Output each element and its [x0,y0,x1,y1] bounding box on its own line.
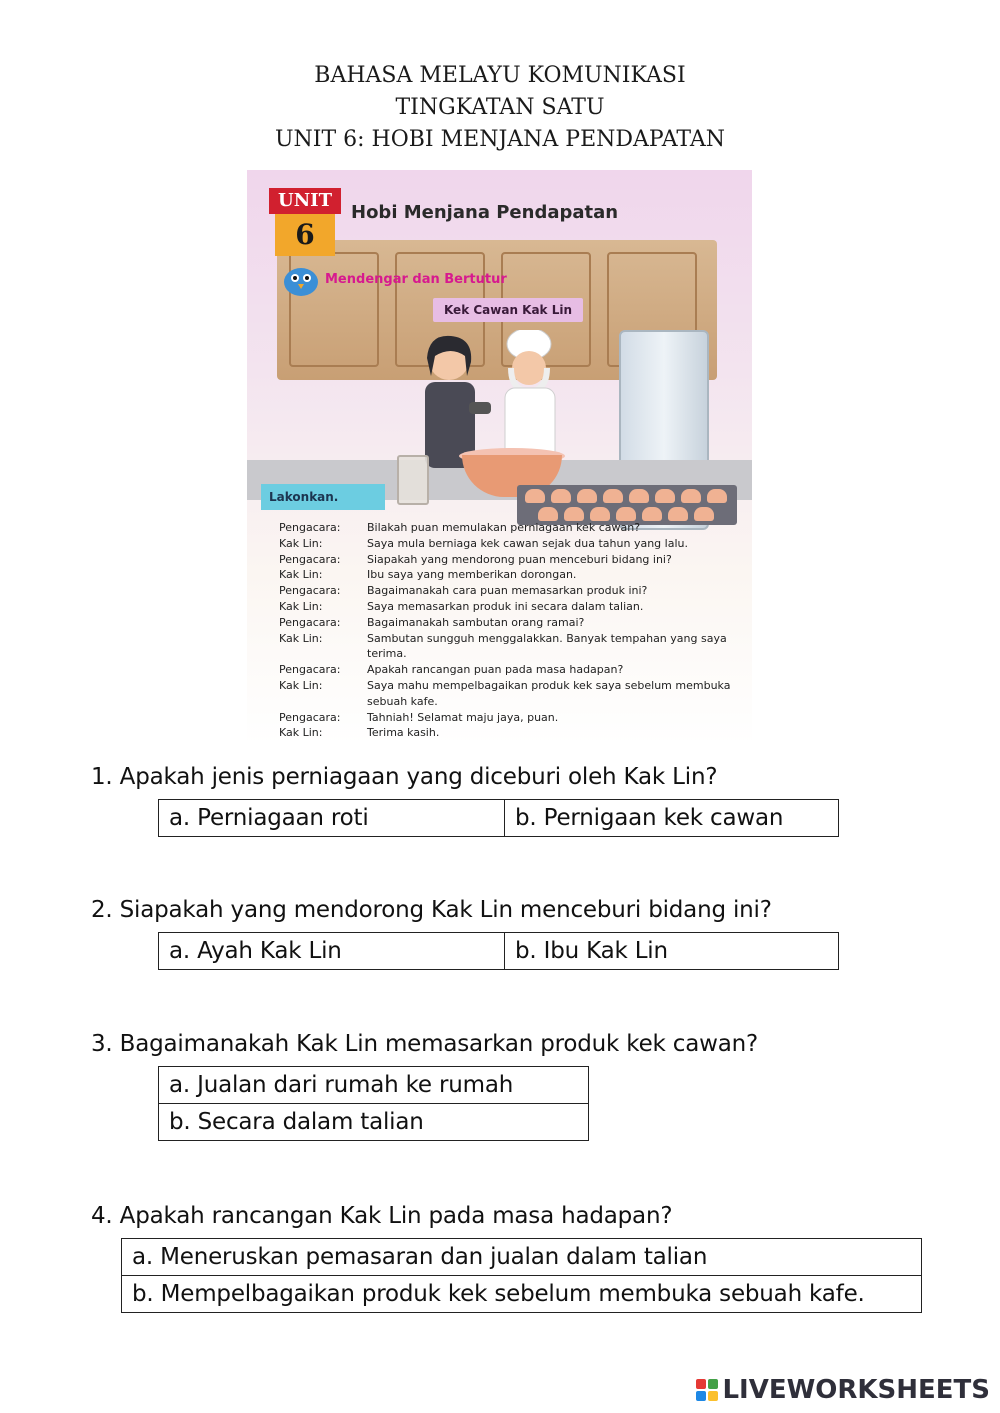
dialogue-line [279,567,739,583]
option-2b[interactable]: b. Ibu Kak Lin [505,933,839,970]
dialogue-speaker: Pengacara: [279,710,341,724]
dialogue-line [279,725,739,741]
cupcake-tray [517,485,737,525]
dialogue-line [279,678,739,710]
dialogue-speaker: Kak Lin: [279,678,323,692]
dialogue-text: Sambutan sungguh menggalakkan. Banyak tempahan yang saya terima. [367,631,727,661]
dialogue-speaker: Pengacara: [279,584,341,598]
dialogue-speaker: Kak Lin: [279,536,323,550]
question-1-options [158,799,839,837]
dialogue-text: Saya memasarkan produk ini secara dalam talian. [367,599,644,613]
worksheet-header [0,60,1000,156]
question-1: 1. Apakah jenis perniagaan yang diceburi oleh Kak Lin? [91,764,718,790]
dialogue-speaker: Pengacara: [279,615,341,629]
dialogue-speaker: Kak Lin: [279,631,323,645]
header-subject: BAHASA MELAYU KOMUNIKASI [314,63,686,88]
dialogue-text: Bilakah puan memulakan perniagaan kek cawan? [367,521,641,534]
cupcake [681,489,701,503]
question-3-options [158,1066,589,1141]
dialogue-speaker: Kak Lin: [279,568,323,582]
option-4a[interactable]: a. Meneruskan pemasaran dan jualan dalam talian [122,1239,922,1276]
cupcake [577,489,597,503]
dialogue-line [279,631,739,663]
textbook-illustration [247,170,752,745]
cupcake [603,489,623,503]
dialogue-text: Saya mahu mempelbagaikan produk kek saya sebelum membuka sebuah kafe. [367,678,731,708]
question-2: 2. Siapakah yang mendorong Kak Lin menceburi bidang ini? [91,897,772,923]
dialogue-line [279,599,739,615]
logo-text: LIVEWORKSHEETS [722,1375,990,1405]
dialogue-text: Bagaimanakah cara puan memasarkan produk ini? [367,584,648,598]
cupcake [694,507,714,521]
cupcake [525,489,545,503]
dialogue-speaker: Kak Lin: [279,726,323,740]
dialogue-text: Terima kasih. [367,726,440,740]
dialogue-speaker: Pengacara: [279,663,341,677]
question-4-options [121,1238,922,1313]
dialogue-line [279,615,739,631]
cupcake [655,489,675,503]
dialogue-line [279,536,739,552]
logo-mark-icon [696,1379,718,1401]
cupcake [642,507,662,521]
option-3b[interactable]: b. Secara dalam talian [159,1104,589,1141]
unit-number: 6 [275,214,335,256]
liveworksheets-logo [696,1375,990,1405]
dialogue-text: Tahniah! Selamat maju jaya, puan. [367,710,559,724]
dialogue-text: Saya mula berniaga kek cawan sejak dua tahun yang lalu. [367,536,688,550]
cupcake [551,489,571,503]
dialogue-line [279,552,739,568]
dialogue-text: Bagaimanakah sambutan orang ramai? [367,615,585,629]
option-4b[interactable]: b. Mempelbagaikan produk kek sebelum membuka sebuah kafe. [122,1276,922,1313]
dialogue-text: Ibu saya yang memberikan dorongan. [367,568,577,582]
unit-badge [269,188,341,258]
cupcake [668,507,688,521]
cupcake [538,507,558,521]
cupcake [590,507,610,521]
dialogue-text: Siapakah yang mendorong puan menceburi bidang ini? [367,552,672,566]
section-title: Mendengar dan Bertutur [325,272,507,287]
dialogue-text: Apakah rancangan puan pada masa hadapan? [367,663,624,677]
dialogue-line [279,583,739,599]
question-3: 3. Bagaimanakah Kak Lin memasarkan produk kek cawan? [91,1031,758,1057]
question-4: 4. Apakah rancangan Kak Lin pada masa hadapan? [91,1203,673,1229]
cupcake [564,507,584,521]
question-2-options [158,932,839,970]
option-1b[interactable]: b. Pernigaan kek cawan [505,800,839,837]
cupcake [629,489,649,503]
header-unit: UNIT 6: HOBI MENJANA PENDAPATAN [274,127,725,152]
option-2a[interactable]: a. Ayah Kak Lin [159,933,505,970]
dialogue-line [279,520,739,536]
header-level: TINGKATAN SATU [395,95,605,120]
dialogue-line [279,662,739,678]
cupcake [707,489,727,503]
unit-label: UNIT [269,188,341,214]
dialogue-speaker: Pengacara: [279,552,341,566]
dialogue-speaker: Kak Lin: [279,599,323,613]
unit-title: Hobi Menjana Pendapatan [351,202,619,223]
dialogue [279,520,739,741]
option-1a[interactable]: a. Perniagaan roti [159,800,505,837]
lakonkan-label: Lakonkan. [261,484,385,510]
milk-jug [397,455,429,505]
dialogue-speaker: Pengacara: [279,521,341,534]
cupcake [616,507,636,521]
story-title: Kek Cawan Kak Lin [433,298,583,322]
option-3a[interactable]: a. Jualan dari rumah ke rumah [159,1067,589,1104]
bird-icon [279,260,323,300]
dialogue-line [279,710,739,726]
